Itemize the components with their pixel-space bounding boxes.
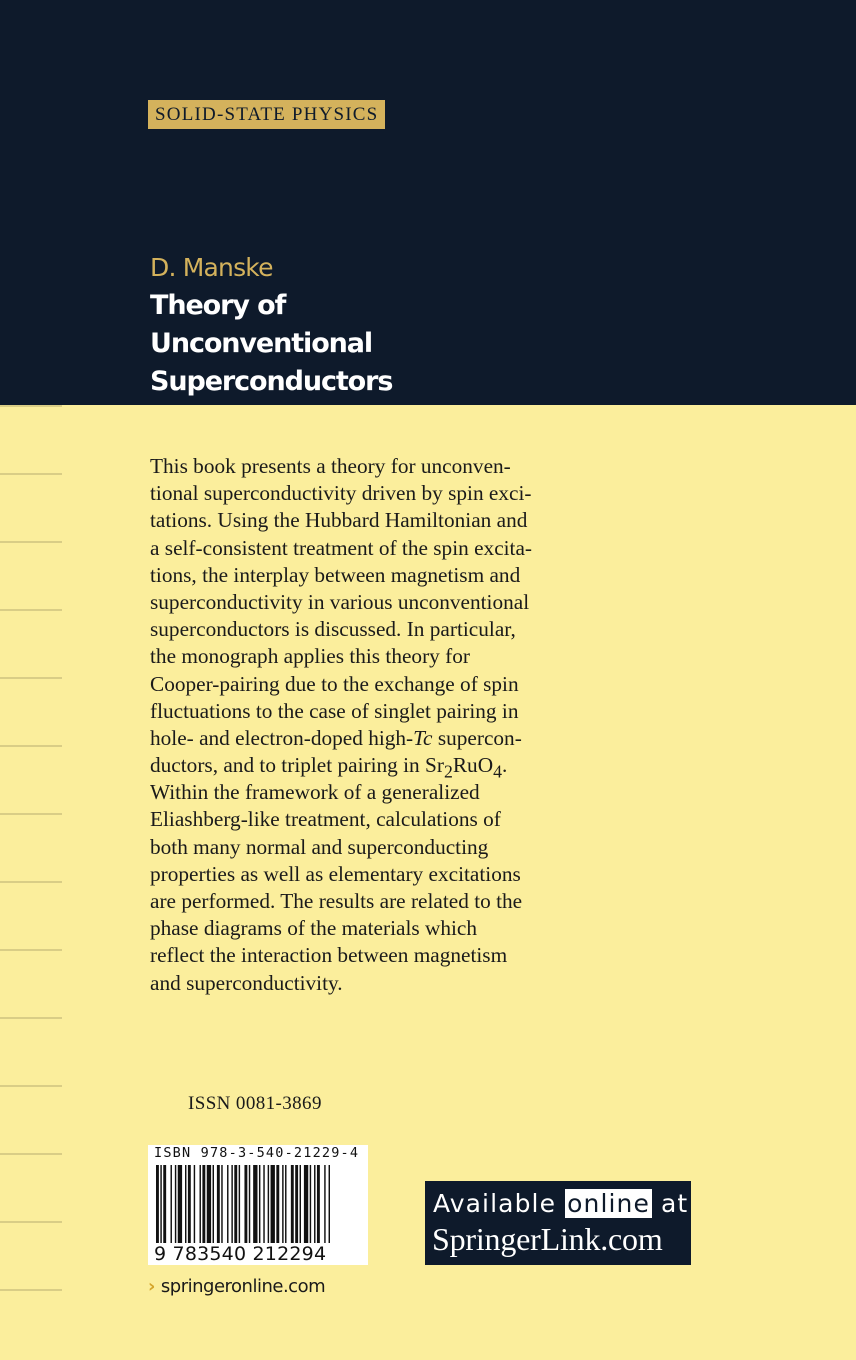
- barcode-bar: [221, 1165, 222, 1243]
- margin-tick: [0, 609, 62, 611]
- chevron-right-icon: ›: [148, 1276, 155, 1297]
- book-title: [150, 287, 392, 401]
- barcode-bar: [217, 1165, 220, 1243]
- barcode-bar: [207, 1165, 211, 1243]
- margin-tick: [0, 541, 62, 543]
- isbn-label: ISBN 978-3-540-21229-4: [154, 1145, 360, 1161]
- springerlink-badge: [425, 1181, 691, 1265]
- description-line: Eliashberg-like treatment, calculations of: [150, 807, 501, 832]
- description-line: properties as well as elementary excitations: [150, 861, 521, 886]
- barcode-bar: [227, 1165, 228, 1243]
- description-line: hole- and electron-doped high-Tc supercon-: [150, 725, 522, 750]
- margin-tick-marks: [0, 405, 62, 1360]
- description-line: reflect the interaction between magnetism: [150, 943, 508, 968]
- issn-number: ISSN 0081-3869: [188, 1093, 322, 1114]
- barcode-bar: [163, 1165, 166, 1243]
- ean-number: 9 783540 212294: [154, 1243, 327, 1265]
- barcode-bar: [249, 1165, 250, 1243]
- barcode-bar: [188, 1165, 191, 1243]
- margin-tick: [0, 677, 62, 679]
- margin-tick: [0, 745, 62, 747]
- barcode-bar: [202, 1165, 205, 1243]
- barcode-bar: [185, 1165, 186, 1243]
- title-line-2: Unconventional: [150, 328, 373, 359]
- description-line: tional superconductivity driven by spin exci-: [150, 481, 532, 506]
- series-label: SOLID-STATE PHYSICS: [148, 100, 385, 129]
- description-line: tations. Using the Hubbard Hamiltonian and: [150, 508, 528, 533]
- barcode-bar: [314, 1165, 315, 1243]
- barcode-bar: [291, 1165, 294, 1243]
- barcode-bar: [317, 1165, 320, 1243]
- margin-tick: [0, 1221, 62, 1223]
- barcode-bar: [310, 1165, 311, 1243]
- barcode-bar: [178, 1165, 182, 1243]
- title-line-3: Superconductors: [150, 366, 393, 397]
- title-line-1: Theory of: [150, 290, 286, 321]
- margin-tick: [0, 473, 62, 475]
- barcode-bar: [271, 1165, 275, 1243]
- barcode-bars: [152, 1165, 364, 1243]
- margin-tick: [0, 949, 62, 951]
- barcode-bar: [329, 1165, 330, 1243]
- barcode-bar: [295, 1165, 298, 1243]
- barcode-bar: [213, 1165, 214, 1243]
- barcode-bar: [285, 1165, 286, 1243]
- barcode-bar: [244, 1165, 247, 1243]
- barcode-bar: [200, 1165, 201, 1243]
- barcode-bar: [194, 1165, 195, 1243]
- barcode-bar: [324, 1165, 325, 1243]
- margin-tick: [0, 1085, 62, 1087]
- description-line: ductors, and to triplet pairing in $Sr_2RuO_4$.: [150, 753, 508, 782]
- description-line: and superconductivity.: [150, 970, 343, 995]
- description-line: Within the framework of a generalized: [150, 780, 480, 805]
- margin-tick: [0, 1153, 62, 1155]
- barcode-bar: [304, 1165, 308, 1243]
- margin-tick: [0, 405, 62, 407]
- barcode-bar: [231, 1165, 232, 1243]
- description-line: tions, the interplay between magnetism and: [150, 562, 521, 587]
- tc-symbol: Tc: [413, 725, 433, 750]
- barcode-bar: [276, 1165, 279, 1243]
- margin-tick: [0, 1017, 62, 1019]
- description-line: fluctuations to the case of singlet pairing in: [150, 698, 519, 723]
- cover-top-band: [0, 0, 856, 405]
- description-line: Cooper-pairing due to the exchange of spin: [150, 671, 519, 696]
- description-line: superconductors is discussed. In particular,: [150, 617, 516, 642]
- website-link[interactable]: › springeronline.com: [148, 1276, 326, 1297]
- margin-tick: [0, 813, 62, 815]
- barcode-bar: [234, 1165, 237, 1243]
- description-line: This book presents a theory for unconven-: [150, 454, 511, 478]
- description-line: superconductivity in various unconventional: [150, 589, 530, 614]
- barcode-bar: [263, 1165, 264, 1243]
- springerlink-url: SpringerLink.com: [432, 1221, 663, 1257]
- available-online-text: Available online at: [433, 1189, 689, 1218]
- barcode-bar: [268, 1165, 269, 1243]
- barcode-bar: [253, 1165, 257, 1243]
- barcode-bar: [282, 1165, 283, 1243]
- margin-tick: [0, 881, 62, 883]
- barcode-bar: [239, 1165, 240, 1243]
- description-line: the monograph applies this theory for: [150, 644, 470, 669]
- barcode-bar: [171, 1165, 172, 1243]
- barcode-bar: [156, 1165, 159, 1243]
- description-line: both many normal and superconducting: [150, 834, 489, 859]
- isbn-barcode: [148, 1145, 368, 1265]
- description-line: are performed. The results are related to the: [150, 889, 523, 913]
- author-name: D. Manske: [150, 253, 273, 282]
- description-line: a self-consistent treatment of the spin excita-: [150, 535, 533, 560]
- barcode-bar: [175, 1165, 176, 1243]
- margin-tick: [0, 1289, 62, 1291]
- description-line: phase diagrams of the materials which: [150, 916, 478, 941]
- barcode-bar: [259, 1165, 260, 1243]
- barcode-bar: [300, 1165, 301, 1243]
- barcode-bar: [160, 1165, 161, 1243]
- book-description: [150, 453, 605, 997]
